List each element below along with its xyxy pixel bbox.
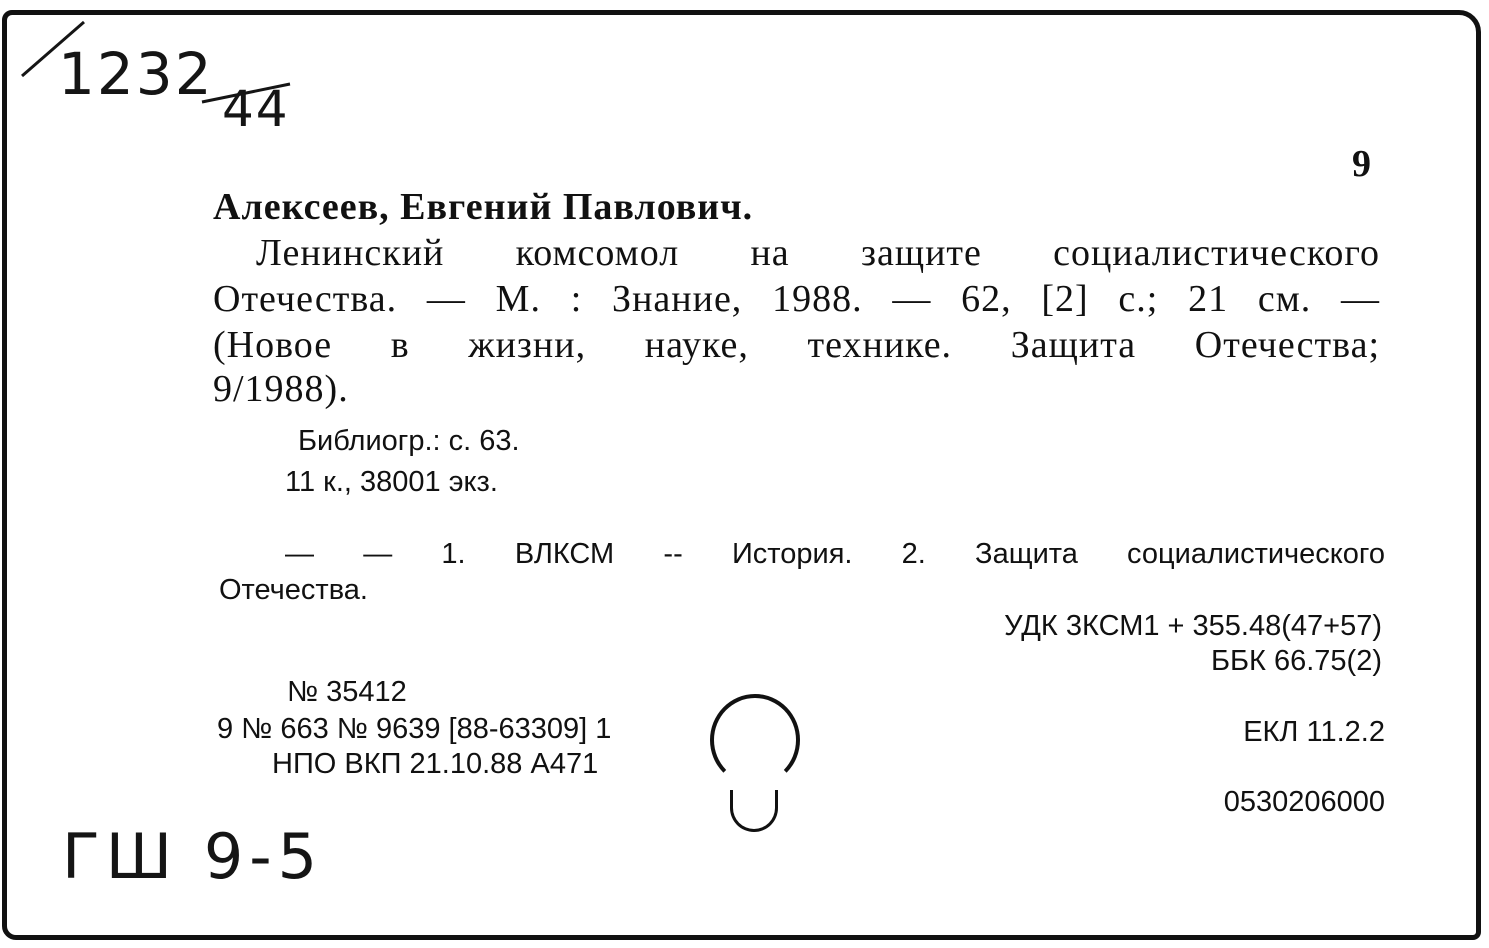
bibliography-note: Библиогр.: с. 63. — [298, 425, 520, 457]
order-number: № 35412 — [287, 676, 407, 708]
title-line-3: (Новое в жизни, науке, технике. Защита Отечества; — [213, 324, 1380, 366]
title-line-2: Отечества. — М. : Знание, 1988. — 62, [2] с.; 21 см. — — [213, 278, 1380, 320]
title-line-4: 9/1988). — [213, 368, 349, 410]
handwritten-shelfmark-sub: 44 — [222, 80, 290, 138]
subject-headings: — — 1. ВЛКСМ -- История. 2. Защита социалистического — [285, 538, 1385, 570]
title-line-1: Ленинский комсомол на защите социалистического — [256, 232, 1380, 274]
print-info-line-2: НПО ВКП 21.10.88 А471 — [272, 748, 599, 780]
print-run-note: 11 к., 38001 экз. — [285, 466, 498, 498]
card-number: 9 — [1352, 143, 1372, 185]
author-heading: Алексеев, Евгений Павлович. — [213, 186, 754, 228]
handwritten-bottom-mark: ГШ 9-5 — [62, 820, 324, 893]
ekl-index: ЕКЛ 11.2.2 — [1243, 716, 1385, 748]
print-info-line-1: 9 № 663 № 9639 [88-63309] 1 — [217, 713, 612, 745]
subject-headings-cont: Отечества. — [219, 574, 368, 606]
publisher-code: 0530206000 — [1223, 786, 1385, 818]
udk-index: УДК 3КСМ1 + 355.48(47+57) — [1004, 610, 1382, 642]
bbk-index: ББК 66.75(2) — [1210, 645, 1382, 677]
handwritten-shelfmark: 1232 — [58, 40, 214, 108]
punched-hole — [710, 694, 800, 786]
